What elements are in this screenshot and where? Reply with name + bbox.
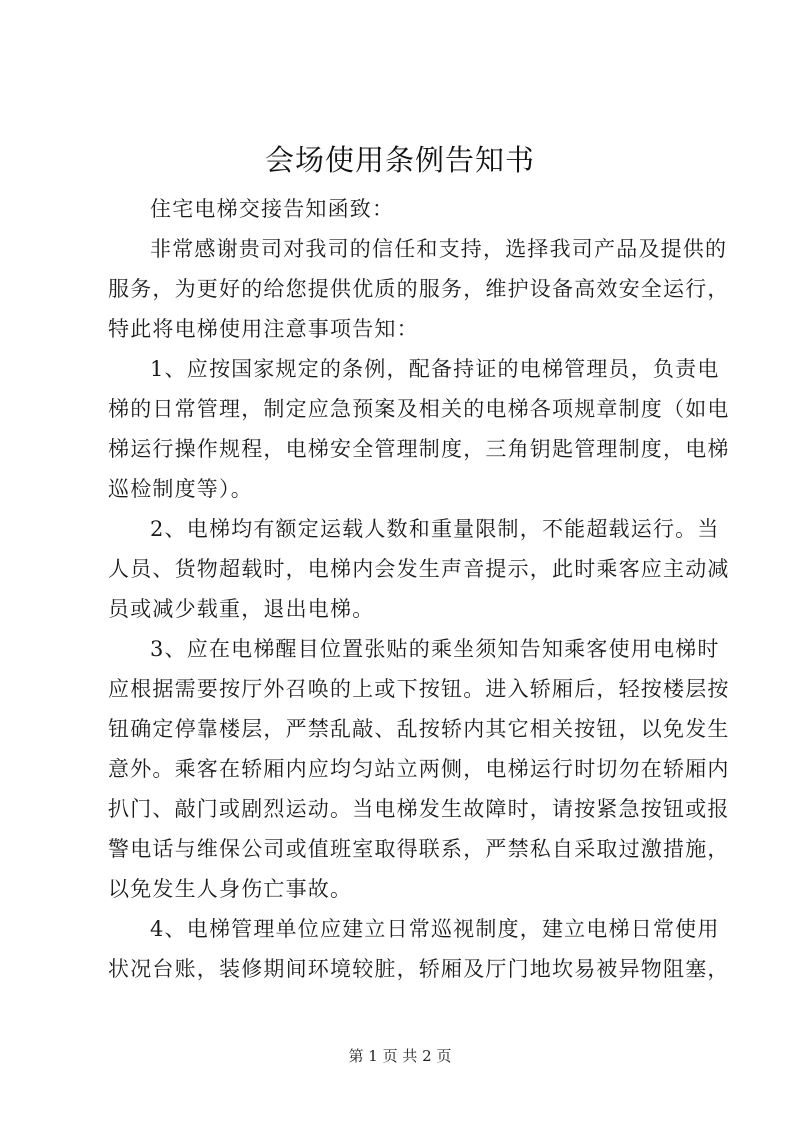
item2-line-2: 人员、货物超载时，电梯内会发生声音提示，此时乘客应主动减 — [108, 557, 730, 581]
item3-line-5: 扒门、敲门或剧烈运动。当电梯发生故障时，请按紧急按钮或报 — [108, 797, 730, 821]
item1-line-4: 巡检制度等）。 — [108, 477, 253, 501]
item2-line-1: 2、电梯均有额定运载人数和重量限制，不能超载运行。当 — [150, 517, 720, 541]
intro-line-2: 服务，为更好的给您提供优质的服务，维护设备高效安全运行， — [108, 277, 730, 301]
page-footer: 第 1 页 共 2 页 — [348, 1047, 452, 1065]
item3-line-4: 意外。乘客在轿厢内应均匀站立两侧，电梯运行时切勿在轿厢内 — [108, 757, 730, 781]
item4-line-2: 状况台账，装修期间环境较脏，轿厢及厅门地坎易被异物阻塞， — [108, 957, 730, 981]
item3-line-3: 钮确定停靠楼层，严禁乱敲、乱按轿内其它相关按钮，以免发生 — [108, 717, 730, 741]
document-title: 会场使用条例告知书 — [264, 143, 535, 177]
item3-line-1: 3、应在电梯醒目位置张贴的乘坐须知告知乘客使用电梯时 — [150, 637, 720, 661]
item2-line-3: 员或减少载重，退出电梯。 — [108, 597, 375, 621]
item3-line-6: 警电话与维保公司或值班室取得联系，严禁私自采取过激措施， — [108, 837, 730, 861]
intro-line-1: 非常感谢贵司对我司的信任和支持，选择我司产品及提供的 — [150, 237, 728, 261]
intro-line-3: 特此将电梯使用注意事项告知： — [108, 317, 419, 341]
greeting-line: 住宅电梯交接告知函致： — [150, 197, 395, 221]
item1-line-3: 梯运行操作规程，电梯安全管理制度，三角钥匙管理制度，电梯 — [108, 437, 730, 461]
item4-line-1: 4、电梯管理单位应建立日常巡视制度，建立电梯日常使用 — [150, 917, 720, 941]
item3-line-7: 以免发生人身伤亡事故。 — [108, 877, 353, 901]
item3-line-2: 应根据需要按厅外召唤的上或下按钮。进入轿厢后，轻按楼层按 — [108, 677, 730, 701]
item1-line-1: 1、应按国家规定的条例，配备持证的电梯管理员，负责电 — [150, 357, 720, 381]
item1-line-2: 梯的日常管理，制定应急预案及相关的电梯各项规章制度（如电 — [108, 397, 730, 421]
